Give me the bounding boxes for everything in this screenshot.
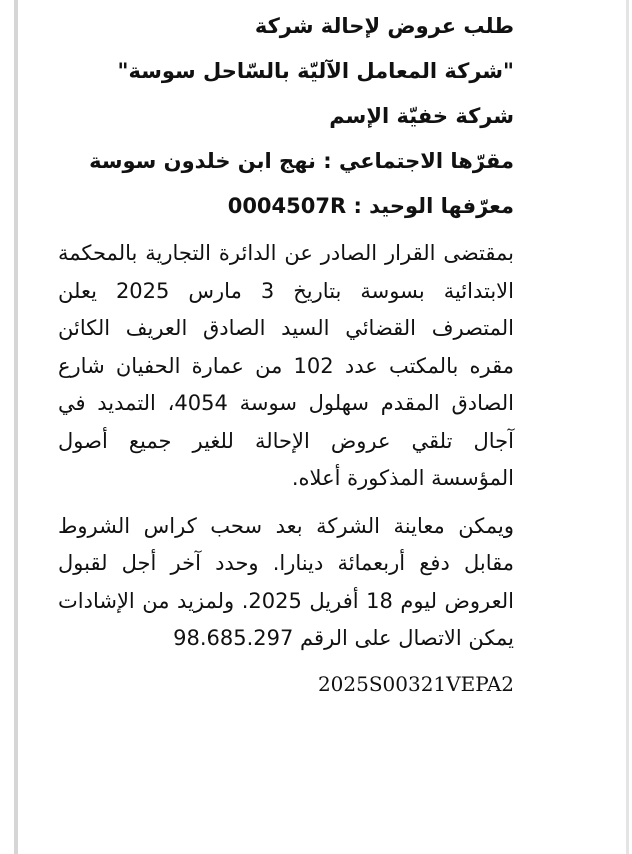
right-edge-rule xyxy=(626,0,629,854)
company-headquarters: مقرّها الاجتماعي : نهج ابن خلدون سوسة xyxy=(89,149,514,173)
company-type: شركة خفيّة الإسم xyxy=(329,104,514,128)
notice-paragraph-1: بمقتضى القرار الصادر عن الدائرة التجارية بالمحكمة الابتدائية بسوسة بتاريخ 3 مارس 2025 يعلن المتصرف القضائي السيد الصادق العريف الكائن مقره بالمكتب عدد 102 من عمارة الحفيان شارع الصادق المقدم سهلول سوسة 4054، التمديد في آجال تلقي عروض الإحالة للغير جميع أصول المؤسسة المذكورة أعلاه. xyxy=(58,241,514,490)
company-identifier: معرّفها الوحيد : 0004507R xyxy=(227,194,514,218)
notice-paragraph-2: ويمكن معاينة الشركة بعد سحب كراس الشروط مقابل دفع أربعمائة دينارا. وحدد آخر أجل لقبول العروض ليوم 18 أفريل 2025. ولمزيد من الإشادات يمكن الاتصال على الرقم 98.685.297 xyxy=(58,513,515,650)
notice-content xyxy=(58,0,514,702)
notice-title: طلب عروض لإحالة شركة xyxy=(254,14,514,38)
company-name: "شركة المعامل الآليّة بالسّاحل سوسة" xyxy=(117,59,514,83)
left-edge-rule xyxy=(14,0,18,854)
notice-reference-code: 2025S00321VEPA2 xyxy=(317,671,514,696)
